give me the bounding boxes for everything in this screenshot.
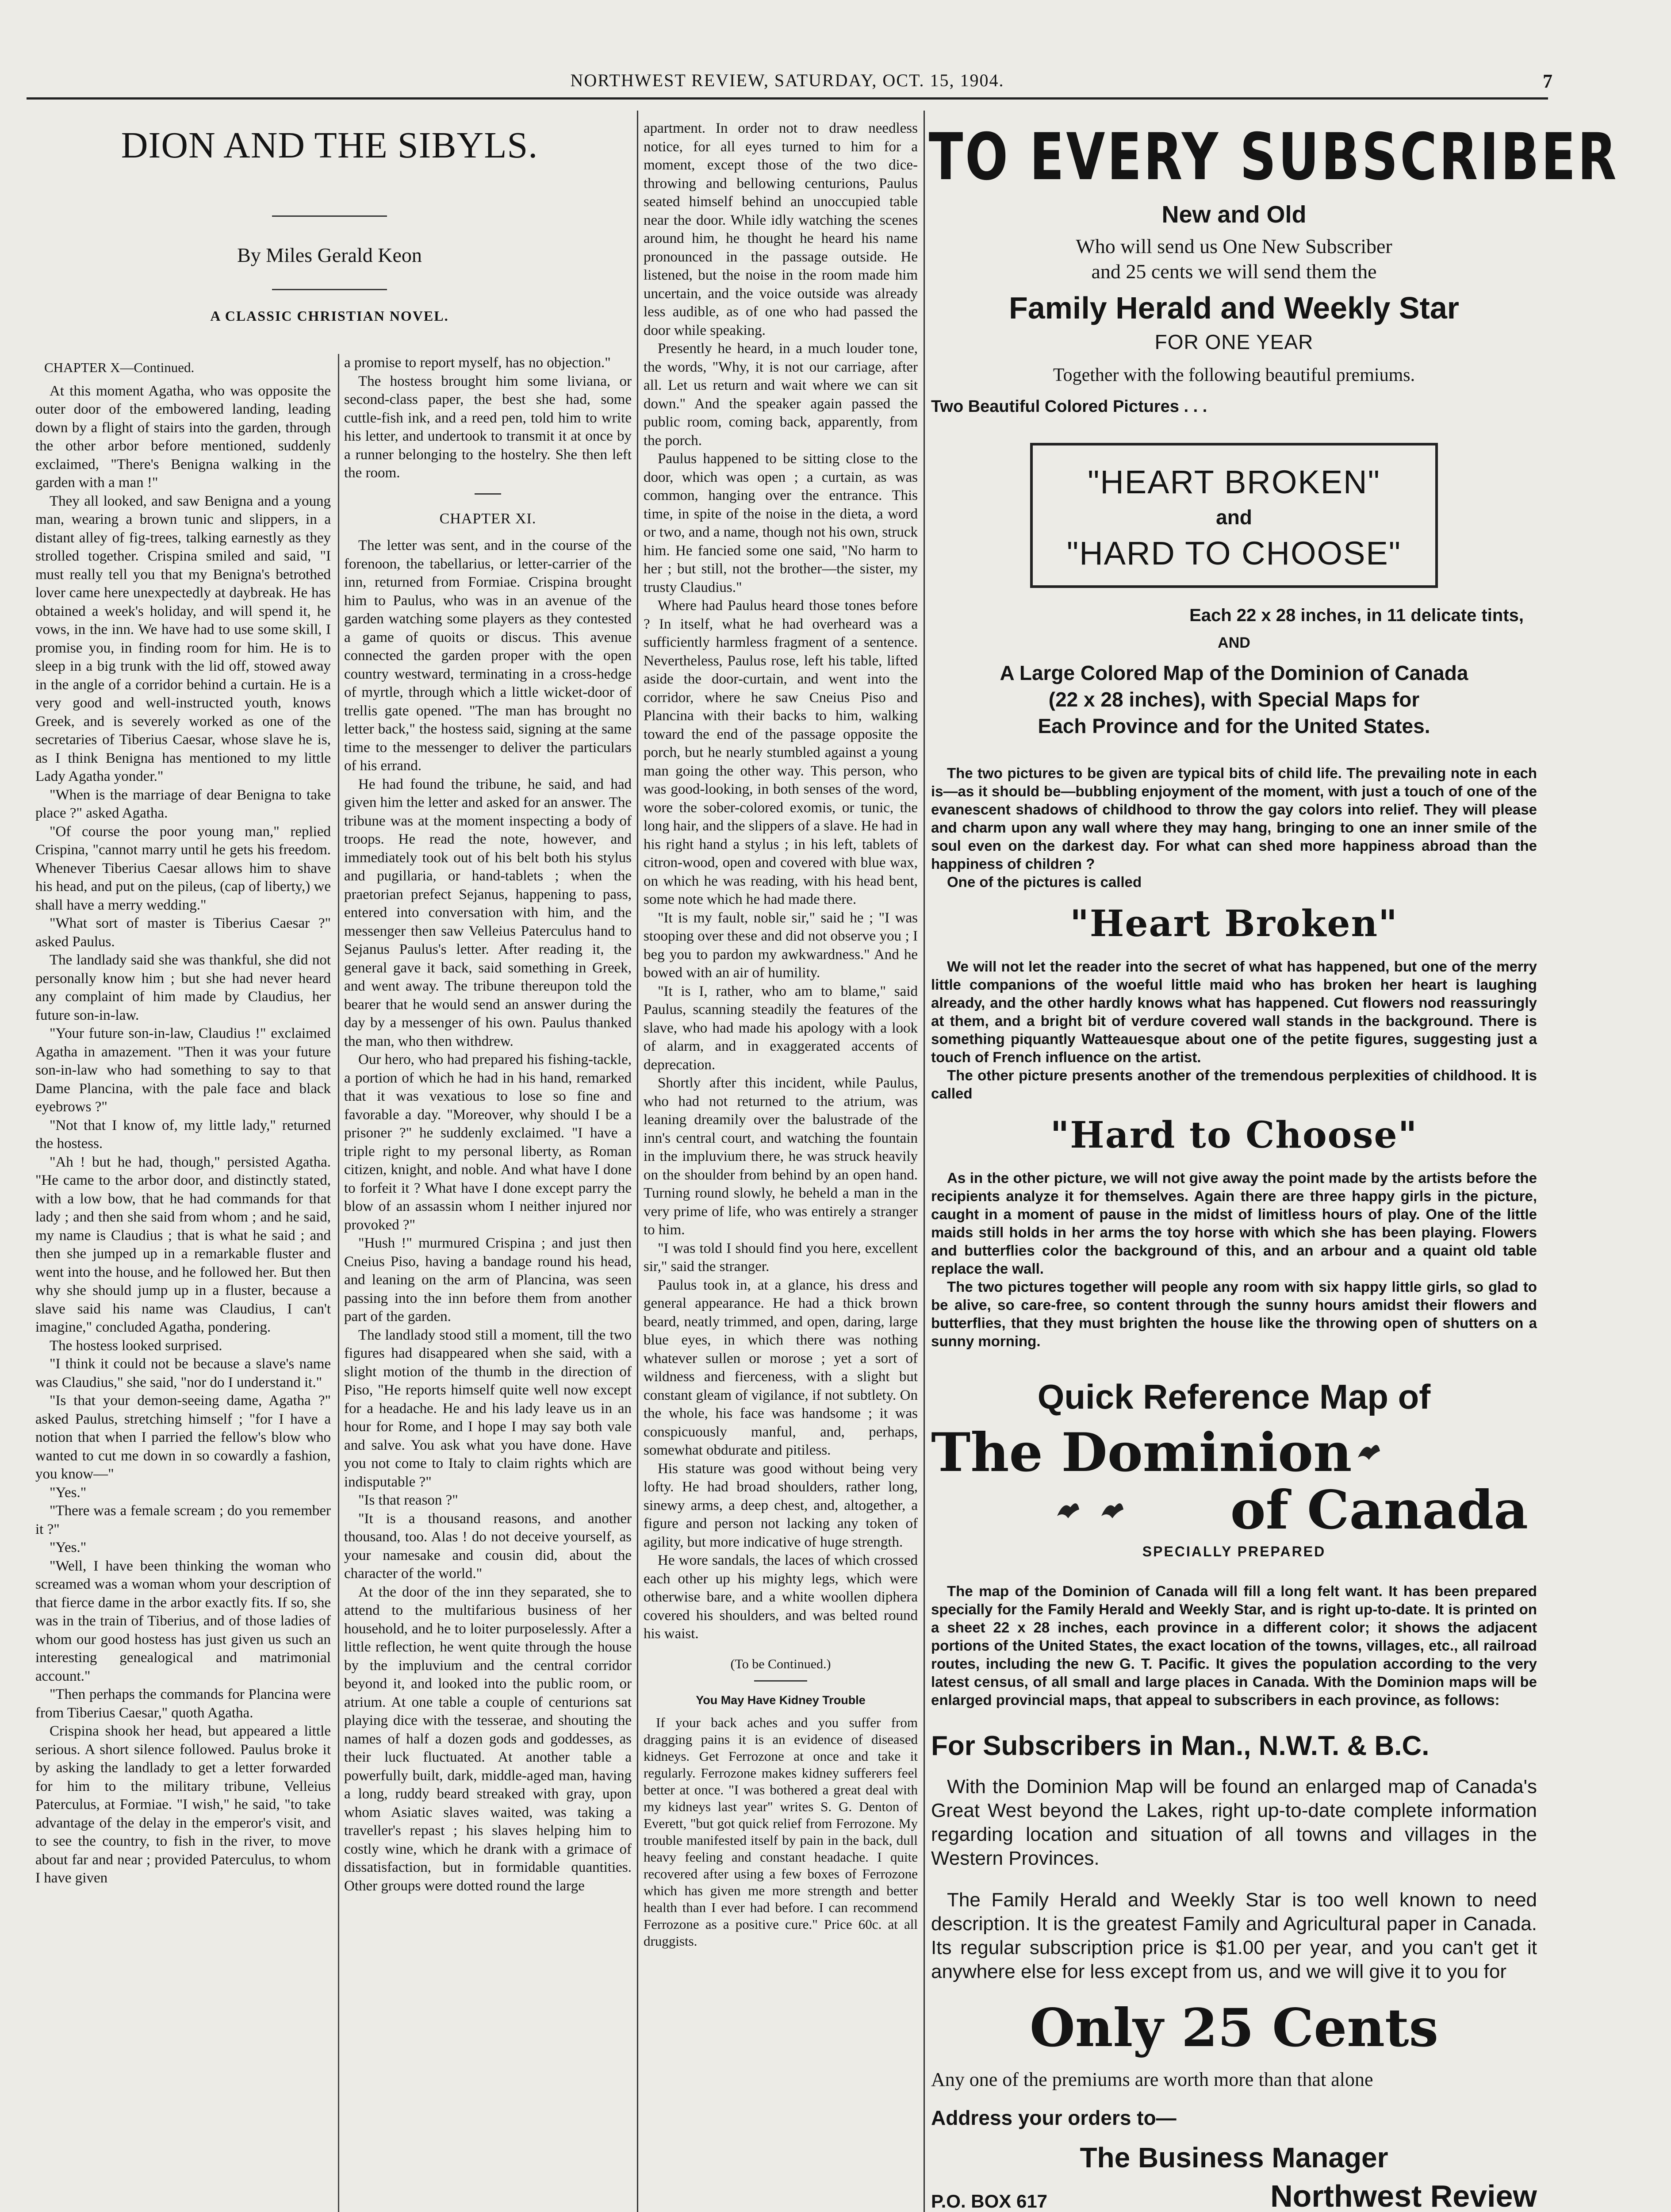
new-and-old: New and Old	[1161, 201, 1307, 228]
western-map-paragraph: With the Dominion Map will be found an enlarged map of Canada's Great West beyond the Lakes, right up-to-date complete information regarding location and situation of all towns and villages in the Western Provinces.	[931, 1776, 1537, 1869]
paragraph: The hostess looked surprised.	[50, 1337, 222, 1354]
offer-line-1: Who will send us One New Subscriber	[1076, 235, 1392, 257]
floral-ornament-icon	[1099, 1498, 1126, 1521]
story-column-2	[344, 354, 632, 1895]
page-header	[27, 66, 1552, 97]
paragraph: "It is my fault, noble sir," said he ; "I was stooping over these and did not observe you ; I beg you to pardon my awkwardness." And he bowed with an air of humility.	[644, 910, 918, 981]
western-map-description	[931, 1775, 1537, 1870]
paragraph: "It is I, rather, who am to blame," said Paulus, scanning steadily the features of the slave, who had made his apology with a look of alarm, and in exaggerated accents of deprecation.	[644, 983, 918, 1073]
pictures-description	[931, 764, 1537, 891]
paragraph: At the door of the inn they separated, she to attend to the multifarious business of her household, and he to loiter purposelessly. After a little reflection, he went quite through the house by the impluvium and the central corridor beyond it, and looked into the public room, or atrium. At one table a couple of centurions sat playing dice with the tesserae, and shouting the names of half a dozen gods and goddesses, as their luck fluctuated. At another table a powerfully built, dark, middle-aged man, having a long, ruddy beard streaked with gray, upon whom Asiatic slaves waited, was taking a traveller's repast ; his slaves helping him to costly wine, which he drank with a grimace of dissatisfaction, but in formidable quantities. Other groups were dotted round the large	[344, 1584, 632, 1894]
box-picture-2: "HARD TO CHOOSE"	[1066, 535, 1402, 572]
paragraph: "Not that I know of, my little lady," returned the hostess.	[35, 1117, 331, 1152]
other-picture-paragraph: The other picture presents another of the tremendous perplexities of childhood. It is called	[931, 1067, 1537, 1102]
paragraph: The landlady said she was thankful, she did not personally know him ; but she had never heard any complaint of him made by Claudius, her future son-in-law.	[35, 952, 331, 1023]
paragraph: Where had Paulus heard those tones before ? In itself, what he had overheard was a sufficiently harmless fragment of a sentence. Nevertheless, Paulus rose, left his table, lifted aside the door-curtain, and went into the corridor, where he saw Cneius Piso and Plancina with their backs to him, walking toward the end of the passage opposite the porch, but he nearly stumbled against a young man going the other way. This person, who was good-looking, in both senses of the word, wore the sober-colored exomis, or tunic, the long hair, and the slippers of a slave. He had in his right hand a stylus ; in his left, tablets of citron-wood, open and covered with blue wax, on which he was reading, with his head bent, some note which he had made there.	[644, 598, 918, 907]
paragraph: "I was told I should find you here, excellent sir," said the stranger.	[644, 1240, 918, 1275]
column-rule	[637, 111, 638, 2212]
map-line-3: Each Province and for the United States.	[1038, 714, 1430, 737]
map-line-1: A Large Colored Map of the Dominion of Canada	[1000, 661, 1468, 684]
po-box: P.O. BOX 617	[931, 2191, 1048, 2212]
box-and: and	[1216, 506, 1252, 529]
heart-broken-description	[931, 957, 1537, 1102]
paragraph: "I think it could not be because a slave's name was Claudius," she said, "nor do I understand it."	[35, 1356, 331, 1390]
paragraph: Shortly after this incident, while Paulus, who had not returned to the atrium, was leaning dreamily over the balustrade of the inn's central court, and watching the fountain in the impluvium there, he was struck heavily on the shoulder from behind by an open hand. Turning round slowly, he beheld a man in the very prime of life, who was entirely a stranger to him.	[644, 1075, 918, 1238]
of-canada-line	[931, 1479, 1537, 1541]
story-title: DION AND THE SIBYLS.	[121, 125, 538, 166]
pictures-paragraph: The two pictures to be given are typical bits of child life. The prevailing note in each is—as it should be—bubbling enjoyment of the moment, with just a touch of one of the evanescent shadows of childhood to throw the gay colors into relief. They will please and charm upon any wall where they may hang, bringing to one an inner smile of the soul even on the darkest day. For what can shed more happiness abroad than the happiness of children ?	[931, 765, 1537, 872]
kidney-ad-title: You May Have Kidney Trouble	[696, 1694, 866, 1707]
paragraph: "When is the marriage of dear Benigna to take place ?" asked Agatha.	[35, 787, 331, 821]
the-dominion: The Dominion	[931, 1421, 1352, 1484]
paragraph: "Hush !" murmured Crispina ; and just then Cneius Piso, having a bandage round his head, and leaning on the arm of Plancina, was seen passing into the inn before them from another part of the garden.	[344, 1235, 632, 1325]
paragraph: "Then perhaps the commands for Plancina were from Tiberius Caesar," quoth Agatha.	[35, 1686, 331, 1721]
hard-to-choose-description	[931, 1169, 1537, 1350]
hard-to-choose-title: "Hard to Choose"	[1050, 1114, 1418, 1156]
story-heading	[31, 115, 628, 324]
ad-headline: TO EVERY SUBSCRIBER	[928, 119, 1619, 195]
address-line: Address your orders to—	[931, 2106, 1177, 2129]
together-line: Together with the following beautiful premiums.	[1053, 365, 1415, 385]
for-subscribers-heading: For Subscribers in Man., N.W.T. & B.C.	[931, 1731, 1430, 1761]
to-be-continued: (To be Continued.)	[730, 1656, 831, 1671]
paragraph: "Yes."	[50, 1540, 87, 1555]
premiums-worth-line: Any one of the premiums are worth more than that alone	[931, 2069, 1373, 2090]
paragraph: "There was a female scream ; do you remember it ?"	[35, 1503, 331, 1537]
kidney-ad-text	[644, 1714, 918, 1950]
map-description	[931, 1582, 1537, 1709]
paragraph: Paulus happened to be sitting close to the door, which was open ; a curtain, as was common, hanging over the entrance. This time, in spite of the noise in the dieta, a word or two, and a name, though not his own, struck him. He fancied some one said, "No harm to her ; but still, not the brother—the sister, my trusty Claudius."	[644, 451, 918, 595]
paragraph: "Is that reason ?"	[358, 1492, 458, 1508]
and-label: AND	[1218, 634, 1250, 651]
section-rule	[754, 1680, 807, 1682]
paragraph: They all looked, and saw Benigna and a young man, wearing a brown tunic and slippers, in a distant alley of fig-trees, talking earnestly as they strolled together. Crispina smiled and said, "I must really tell you that my Benigna's betrothed lover came here unexpectedly at daybreak. He has obtained a week's holiday, and will spend it, he vows, in the inn. We have had to use some skill, I promise you, in finding room for him. He is to sleep in a big trunk with the lid off, stowed away in the angle of a corridor behind a curtain. He is a very good and well-instructed youth, knows Greek, and is severely worked as one of the secretaries of Tiberius Caesar, whose slave he is, as I think Benigna has mentioned to my little Lady Agatha yonder."	[35, 493, 331, 784]
quick-reference-map: Quick Reference Map of	[1037, 1377, 1431, 1416]
subscriber-advertisement	[928, 119, 1619, 2212]
heart-broken-paragraph: We will not let the reader into the secret of what has happened, but one of the merry little companions of the woeful little maid who has broken her heart is laughing already, and the other hardly knows what has happened. Cut flowers nod reassuringly at them, and a bright bit of verdure covered wall stands in the background. There is something piquantly Watteauesque about one of the petite figures, suggesting just a touch of French influence on the artist.	[931, 958, 1537, 1065]
paragraph: He had found the tribune, he said, and had given him the letter and asked for an answer. The tribune was at the moment inspecting a body of troops. He read the note, however, and immediately took out of his belt both his stylus and pugillaria, or hand-tablets ; when the praetorian prefect Sejanus, happening to pass, entered into conversation with him, and the messenger then saw Velleius Paterculus hand to Sejanus Paulus's letter. After reading it, the general gave it back, said something in Greek, and went away. The tribune thereupon told the bearer that he would send an answer during the day by a messenger of his own. Paulus thanked the man, who then withdrew.	[344, 776, 632, 1049]
paragraph: "Ah ! but he had, though," persisted Agatha. "He came to the arbor door, and distinctly stated, with a low bow, that he had commands for that lady ; and then she said from whom ; and he said, my name is Claudius ; that is what he said ; and then she jumped up in a remarkable fluster and went into the house, and he followed her. But then why she should jump up in a fluster, because a slave said his name was Claudius, I can't imagine," concluded Agatha, pondering.	[35, 1154, 331, 1335]
paragraph: Our hero, who had prepared his fishing-tackle, a portion of which he had in his hand, remarked that it was vexatious to lose so fine and favorable a day. "Moreover, why should I be a prisoner ?" he suddenly exclaimed. "I have a triple right to my personal liberty, as Roman citizen, knight, and noble. And what have I done to forfeit it ? What have I done except parry the blow of an assassin whom I neither injured nor provoked ?"	[344, 1052, 632, 1233]
heart-broken-title: "Heart Broken"	[1070, 902, 1398, 945]
paragraph: The landlady stood still a moment, till the two figures had disappeared when she said, with a slight motion of the thumb in the direction of Piso, "He reports himself quite well now except for a headache. He and his lady leave us in an hour for Rome, and I hope I may say both vale and salve. You ask what you have done. Have you not come to Italy to claim rights which are indisputable ?"	[344, 1327, 632, 1490]
chapter-continued-label: CHAPTER X—Continued.	[44, 360, 195, 375]
story-column-1	[35, 354, 331, 1888]
kidney-ad-paragraph: If your back aches and you suffer from dragging pains it is an evidence of diseased kidneys. Get Ferrozone at once and take it regularly. Ferrozone makes kidney sufferers feel better at once. "I was bothered a great deal with my kidneys last year" writes S. G. Denton of Everett, "but got quick relief from Ferrozone. My trouble manifested itself by pain in the back, dull heavy feeling and constant headache. I quite recovered after using a few boxes of Ferrozone which has given me more strength and better health than I ever had before. I can recommend Ferrozone as a positive cure." Price 60c. at all druggists.	[644, 1714, 918, 1949]
page-number: 7	[1543, 70, 1552, 92]
one-year: FOR ONE YEAR	[1154, 330, 1314, 353]
pictures-box	[1030, 443, 1438, 588]
floral-ornament-icon	[1356, 1440, 1382, 1462]
paragraph: His stature was good without being very lofty. He had broad shoulders, rather long, sinewy arms, a deep chest, and, altogether, a figure and person not lacking any token of agility, but more indicative of huge strength.	[644, 1460, 918, 1550]
one-called: One of the pictures is called	[947, 874, 1142, 890]
paragraph: "Of course the poor young man," replied Crispina, "cannot marry until he gets his freedom. Whenever Tiberius Caesar allows him to shave his head, and put on the pileus, (cap of liberty,) we shall have a merry wedding."	[35, 823, 331, 913]
map-offer	[931, 660, 1537, 739]
map-line-2: (22 x 28 inches), with Special Maps for	[1048, 688, 1420, 711]
hard-to-choose-paragraph: As in the other picture, we will not give away the point made by the artists before the recipients analyze it for themselves. Again there are three happy girls in the picture, caught in a moment of pause in the midst of limitless hours of play. One of the little maids still holds in her arms the toy horse with which she has been playing. Flowers and butterflies color the background of this, and an arbour and a quaint old table replace the wall.	[931, 1170, 1537, 1277]
address-footer	[931, 2178, 1537, 2212]
chapter-heading: CHAPTER XI.	[439, 510, 537, 527]
chapter-rule	[475, 493, 501, 495]
title-rule	[272, 215, 387, 217]
floral-ornament-icon	[1055, 1498, 1081, 1521]
paragraph: "Is that your demon-seeing dame, Agatha ?" asked Paulus, stretching himself ; "for I have a notion that when I parried the fellow's blow who wanted to cut me down in so cowardly a fashion, you know—"	[35, 1393, 331, 1482]
story-author: By Miles Gerald Keon	[237, 244, 422, 266]
map-paragraph: The map of the Dominion of Canada will fill a long felt want. It has been prepared specially for the Family Herald and Weekly Star, and is right up-to-date. It is printed on a sheet 22 x 28 inches, each province in a different color; it shows the adjacent portions of the United States, the exact location of the towns, villages, etc., all railroad routes, including the new G. T. Pacific. It gives the population according to the very latest census, of all small and large places in Canada. With the Dominion maps will be enlarged provincial maps, that appeal to subscribers in each province, as follows:	[931, 1583, 1537, 1708]
business-manager: The Business Manager	[1080, 2142, 1388, 2174]
paragraph: At this moment Agatha, who was opposite the outer door of the embowered landing, leading down by a flight of stairs into the garden, through the other arbor before mentioned, suddenly exclaimed, "There's Benigna walking in the garden with a man !"	[35, 383, 331, 491]
paragraph: Crispina shook her head, but appeared a little serious. A short silence followed. Paulus broke it by asking the landlady to get a letter forwarded for him to the military tribune, Velleius Paterculus, at Formiae. "I wish," he said, "to take advantage of the delay in the emperor's visit, and to see the country, to fish in the river, to move about far and near ; provided Paterculus, to whom I have given	[35, 1723, 331, 1886]
paragraph: a promise to report myself, has no objection."	[344, 355, 611, 371]
paragraph: The hostess brought him some liviana, or second-class paper, the best she had, some cuttle-fish ink, and a reed pen, told him to write his letter, and undertook to transmit it at once by a runner belonging to the hostelry. She then left the room.	[344, 373, 632, 481]
family-herald-paragraph: The Family Herald and Weekly Star is too well known to need description. It is the greatest Family and Agricultural paper in Canada. Its regular subscription price is $1.00 per year, and you can't get it anywhere else for less except from us, and we will give it to you for	[931, 1889, 1537, 1982]
dominion-line	[931, 1421, 1537, 1484]
together-paragraph: The two pictures together will people any room with six happy little girls, so glad to be alive, so care-free, so content through the sunny hours amidst their flowers and butterflies, that they must brighten the house like the throwing open of shutters on a sunny morning.	[931, 1279, 1537, 1349]
paper-name: Family Herald and Weekly Star	[1008, 291, 1459, 325]
specially-prepared: SPECIALLY PREPARED	[1142, 1544, 1326, 1559]
of-canada: of Canada	[1230, 1479, 1528, 1541]
box-picture-1: "HEART BROKEN"	[1088, 464, 1380, 500]
author-rule	[272, 289, 387, 290]
only-25-cents: Only 25 Cents	[1029, 1997, 1439, 2058]
masthead-title: NORTHWEST REVIEW, SATURDAY, OCT. 15, 1904.	[570, 70, 1004, 90]
column-rule	[338, 354, 339, 2212]
picture-size: Each 22 x 28 inches, in 11 delicate tints,	[1189, 606, 1524, 625]
paragraph: Paulus took in, at a glance, his dress and general appearance. He had a thick brown beard, neatly trimmed, and open, daring, large blue eyes, in which there was nothing whatever sullen or morose ; yet a sort of wildness and fierceness, with a slight but constant gleam of vigilance, if not subtlety. On the whole, his face was handsome ; it was conspicuously manful, and, perhaps, somewhat obdurate and pitiless.	[644, 1277, 918, 1458]
header-rule	[27, 97, 1548, 100]
column-rule	[924, 111, 925, 2212]
story-column-3	[644, 119, 918, 1950]
paragraph: "It is a thousand reasons, and another thousand, too. Alas ! do not deceive yourself, as your namesake and cousin did, about the character of the world."	[344, 1510, 632, 1582]
paragraph: Presently he heard, in a much louder tone, the words, "Why, it is not our carriage, after all. Let us return and wait where we can sit down." And the speaker again passed the public room, coming back, apparently, from the porch.	[644, 341, 918, 449]
paragraph: apartment. In order not to draw needless notice, for all eyes turned to him for a moment, except those of the two dice-throwing and bellowing centurions, Paulus seated himself behind an unoccupied table near the door. While idly watching the scenes around him, he thought he heard his name pronounced in the passage outside. He listened, but the noise in the room made him uncertain, and the voice outside was already less audible, as of one who had passed the door while speaking.	[644, 120, 918, 338]
paragraph: The letter was sent, and in the course of the forenoon, the tabellarius, or letter-carrier of the inn, returned from Formiae. Crispina brought him to Paulus, who was in an avenue of the garden watching some players as they contested a game of quoits or discus. This avenue connected the garden proper with the open country westward, terminating in a cross-hedge of myrtle, through which a little wicket-door of trellis gate opened. "The man has brought no letter back," the hostess said, signing at the same time to the messenger to deliver the particulars of his errand.	[344, 538, 632, 774]
offer-line-2: and 25 cents we will send them the	[1091, 260, 1377, 283]
paragraph: "Well, I have been thinking the woman who screamed was a woman whom your description of that fierce dame in the arbor exactly fits. If so, she was in the train of Tiberius, and of those ladies of whom our good hostess has just given us such an interesting genealogical and matrimonial account."	[35, 1558, 331, 1684]
two-pictures-line: Two Beautiful Colored Pictures . . .	[931, 397, 1207, 416]
paragraph: "Yes."	[50, 1484, 87, 1501]
family-herald-description	[931, 1888, 1537, 1984]
paragraph: "What sort of master is Tiberius Caesar ?" asked Paulus.	[35, 915, 331, 950]
paragraph: He wore sandals, the laces of which crossed each other up his mighty legs, which were otherwise bare, and a white woollen diphera covered his shoulders, and was belted round his waist.	[644, 1552, 918, 1642]
story-subtitle: A CLASSIC CHRISTIAN NOVEL.	[210, 308, 449, 324]
northwest-review: Northwest Review	[1270, 2179, 1537, 2212]
paragraph: "Your future son-in-law, Claudius !" exclaimed Agatha in amazement. "Then it was your future son-in-law who had something to say to that Dame Plancina, with the pale face and black eyebrows ?"	[35, 1025, 331, 1115]
